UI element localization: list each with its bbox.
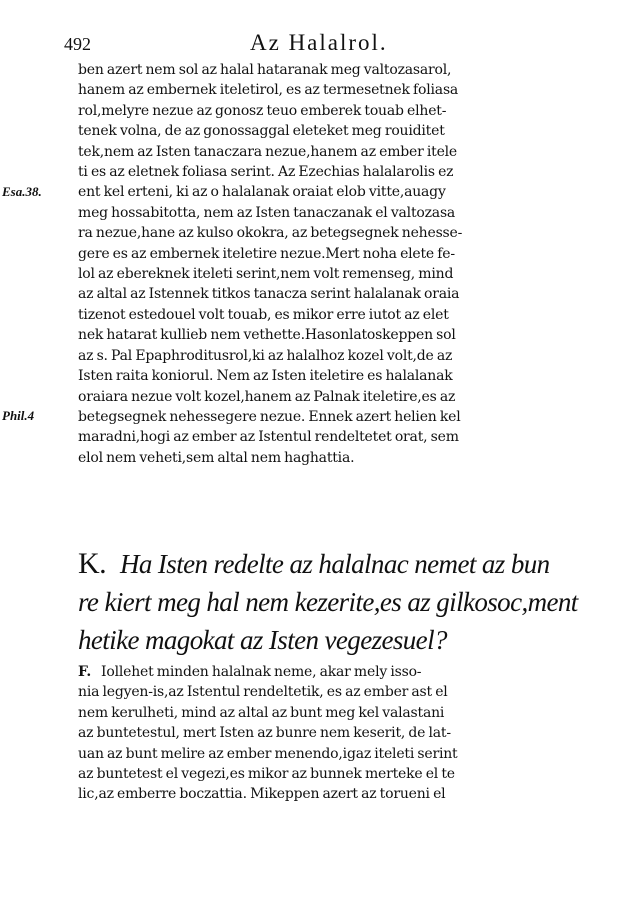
text-line: ra nezue,hane az kulso okokra, az betegsegnek nehesse- — [78, 225, 463, 242]
text-line: oraiara nezue volt kozel,hanem az Palnak iteletire,es az — [78, 388, 456, 405]
running-head: Az Halalrol. — [250, 30, 388, 55]
text-line: betegsegnek nehessegere nezue. Ennek azert helien kel — [78, 408, 461, 425]
text-line: ent kel erteni, ki az o halalanak oraiat elob vitte,auagy — [78, 184, 446, 201]
page-number: 492 — [64, 34, 91, 54]
answer-initial: F. — [78, 664, 92, 680]
question-block — [78, 545, 618, 659]
text-line: az s. Pal Epaphroditusrol,ki az halalhoz kozel volt,de az — [78, 347, 453, 364]
text-line: gere es az embernek iteletire nezue.Mert noha elete fe- — [78, 245, 455, 262]
text-line: rol,melyre nezue az gonosz teuo emberek touab elhet- — [78, 102, 447, 119]
text-line: uan az bunt melire az ember menendo,igaz iteleti serint — [78, 745, 458, 762]
text-line: ben azert nem sol az halal hataranak meg valtozasarol, — [78, 62, 452, 78]
text-line: tek,nem az Isten tanaczara nezue,hanem az ember itele — [78, 143, 458, 160]
text-line: ti es az eletnek foliasa serint. Az Ezechias halalarolis ez — [78, 164, 454, 181]
question-line-2: re kiert meg hal nem kezerite,es az gilkosoc,ment — [78, 587, 578, 617]
question-line-3: hetike magokat az Isten vegezesuel? — [78, 625, 447, 655]
text-line: maradni,hogi az ember az Istentul rendeltetet orat, sem — [78, 429, 459, 446]
text-line: az buntetest el vegezi,es mikor az bunnek merteke el te — [78, 766, 455, 783]
text-line: hanem az embernek iteletirol, es az termesetnek foliasa — [78, 82, 459, 99]
text-line: az altal az Istennek titkos tanacza serint halalanak oraia — [78, 286, 460, 303]
text-line: nia legyen-is,az Istentul rendeltetik, es az ember ast el — [78, 684, 448, 701]
text-line: Isten raita koniorul. Nem az Isten iteletire es halalanak — [78, 368, 453, 385]
text-line: az buntetestul, mert Isten az bunre nem keserit, de lat- — [78, 725, 451, 742]
text-line: lic,az emberre boczattia. Mikeppen azert az torueni el — [78, 786, 446, 803]
page-header — [40, 30, 609, 60]
question-line-1 — [78, 545, 618, 583]
text-line: tenek volna, de az gonossaggal eleteket meg rouiditet — [78, 123, 445, 140]
text-line: nek hatarat kullieb nem vethette.Hasonlatoskeppen sol — [78, 327, 456, 344]
text-line: tizenot estedouel volt touab, es mikor erre iutot az elet — [78, 306, 449, 323]
answer-text: Iollehet minden halalnak neme, akar mely isso- — [101, 664, 422, 680]
text-line: meg hossabitotta, nem az Isten tanaczanak el valtozasa — [78, 204, 456, 221]
answer-block — [78, 662, 598, 805]
question-text: Ha Isten redelte az halalnac nemet az bun — [119, 549, 550, 579]
text-line: lol az ebereknek iteleti serint,nem volt remenseg, mind — [78, 266, 454, 283]
question-initial: K. — [78, 547, 106, 580]
paragraph-1 — [78, 60, 598, 468]
text-line: nem kerulheti, mind az altal az bunt meg kel valastani — [78, 704, 445, 721]
text-line: elol nem veheti,sem altal nem haghattia. — [78, 449, 355, 466]
answer-line-1 — [78, 662, 598, 682]
margin-note: Phil.4 — [2, 408, 35, 423]
margin-note: Esa.38. — [2, 184, 42, 199]
